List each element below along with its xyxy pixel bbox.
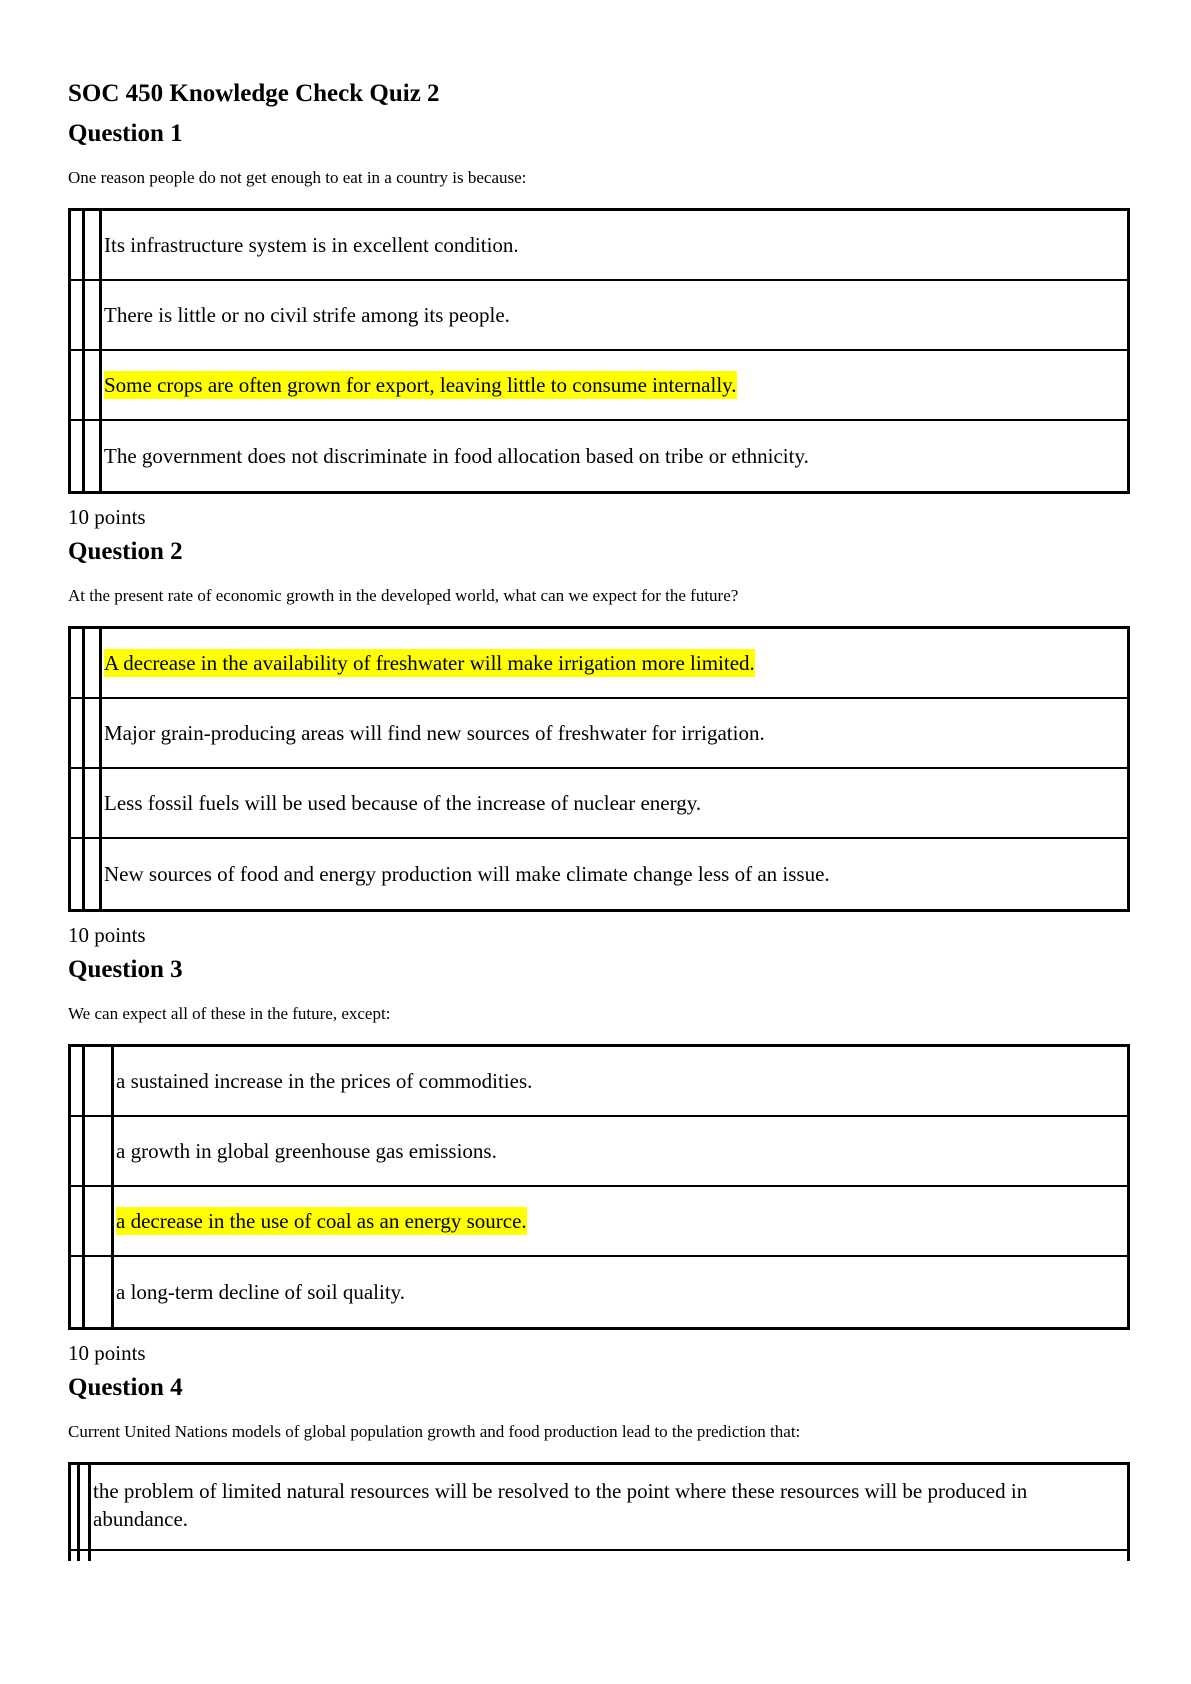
answer-letter-cell [85, 351, 102, 419]
answer-text: a sustained increase in the prices of commodities. [116, 1069, 533, 1093]
answer-text: There is little or no civil strife among its people. [104, 303, 510, 327]
answer-radio-cell[interactable] [71, 1047, 85, 1115]
question-heading: Question 2 [68, 538, 183, 565]
answer-text: Major grain-producing areas will find new sources of freshwater for irrigation. [104, 721, 765, 745]
question-3 [68, 950, 1130, 1368]
answer-text: New sources of food and energy production will make climate change less of an issue. [104, 862, 830, 886]
answer-option-selected[interactable] [71, 351, 1127, 421]
answer-table [68, 208, 1130, 494]
answer-letter-cell [85, 1117, 114, 1185]
answer-table [68, 1462, 1130, 1561]
answer-letter-cell [85, 1257, 114, 1327]
answer-letter-cell [85, 421, 102, 491]
answer-letter-cell [85, 699, 102, 767]
answer-option[interactable] [71, 839, 1127, 909]
answer-text: a growth in global greenhouse gas emissions. [116, 1139, 497, 1163]
answer-radio-cell[interactable] [71, 421, 85, 491]
answer-radio-cell[interactable] [71, 769, 85, 837]
question-prompt: Current United Nations models of global population growth and food production lead to the prediction that: [68, 1422, 801, 1441]
answer-option[interactable] [71, 1465, 1127, 1551]
answer-option[interactable] [71, 1047, 1127, 1117]
question-1 [68, 114, 1130, 532]
question-points: 10 points [68, 1341, 146, 1365]
answer-option[interactable] [71, 211, 1127, 281]
question-prompt: We can expect all of these in the future, except: [68, 1004, 391, 1023]
answer-text: the problem of limited natural resources will be resolved to the point where these resources will be produced in abundance. [93, 1479, 1028, 1531]
answer-radio-cell[interactable] [71, 839, 85, 909]
answer-radio-cell[interactable] [71, 699, 85, 767]
question-prompt: One reason people do not get enough to eat in a country is because: [68, 168, 527, 187]
answer-text: Less fossil fuels will be used because of the increase of nuclear energy. [104, 791, 702, 815]
question-prompt: At the present rate of economic growth in the developed world, what can we expect for the future? [68, 586, 739, 605]
answer-letter-cell [85, 1187, 114, 1255]
answer-table [68, 1044, 1130, 1330]
answer-radio-cell[interactable] [71, 281, 85, 349]
answer-option[interactable] [71, 421, 1127, 491]
answer-letter-cell [85, 1047, 114, 1115]
answer-letter-cell [85, 769, 102, 837]
question-heading: Question 3 [68, 956, 183, 983]
answer-letter-cell [85, 281, 102, 349]
answer-option[interactable] [71, 1117, 1127, 1187]
question-heading: Question 1 [68, 120, 183, 147]
document-title: SOC 450 Knowledge Check Quiz 2 [68, 80, 440, 107]
question-points: 10 points [68, 505, 146, 529]
question-heading: Question 4 [68, 1374, 183, 1401]
answer-radio-cell[interactable] [71, 1187, 85, 1255]
question-2 [68, 532, 1130, 950]
answer-letter-cell [85, 629, 102, 697]
question-points: 10 points [68, 923, 146, 947]
answer-radio-cell[interactable] [71, 629, 85, 697]
answer-option-selected[interactable] [71, 629, 1127, 699]
answer-radio-cell[interactable] [71, 1117, 85, 1185]
answer-text-highlighted: Some crops are often grown for export, leaving little to consume internally. [104, 373, 737, 397]
answer-option[interactable] [71, 1257, 1127, 1327]
answer-text: The government does not discriminate in food allocation based on tribe or ethnicity. [104, 444, 809, 468]
answer-option[interactable] [71, 281, 1127, 351]
answer-option[interactable] [71, 699, 1127, 769]
answer-text: a long-term decline of soil quality. [116, 1280, 406, 1304]
answer-option-selected[interactable] [71, 1187, 1127, 1257]
answer-text: Its infrastructure system is in excellent condition. [104, 233, 519, 257]
answer-text-highlighted: a decrease in the use of coal as an energy source. [116, 1209, 527, 1233]
question-4 [68, 1368, 1130, 1561]
answer-letter-cell [80, 1465, 91, 1549]
answer-table [68, 626, 1130, 912]
answer-radio-cell[interactable] [71, 1465, 80, 1549]
answer-table-continuation [71, 1551, 1127, 1561]
answer-radio-cell[interactable] [71, 1257, 85, 1327]
answer-radio-cell[interactable] [71, 211, 85, 279]
answer-option[interactable] [71, 769, 1127, 839]
answer-text-highlighted: A decrease in the availability of freshwater will make irrigation more limited. [104, 651, 755, 675]
answer-letter-cell [85, 211, 102, 279]
quiz-page [68, 74, 1130, 1561]
answer-radio-cell[interactable] [71, 351, 85, 419]
answer-letter-cell [85, 839, 102, 909]
